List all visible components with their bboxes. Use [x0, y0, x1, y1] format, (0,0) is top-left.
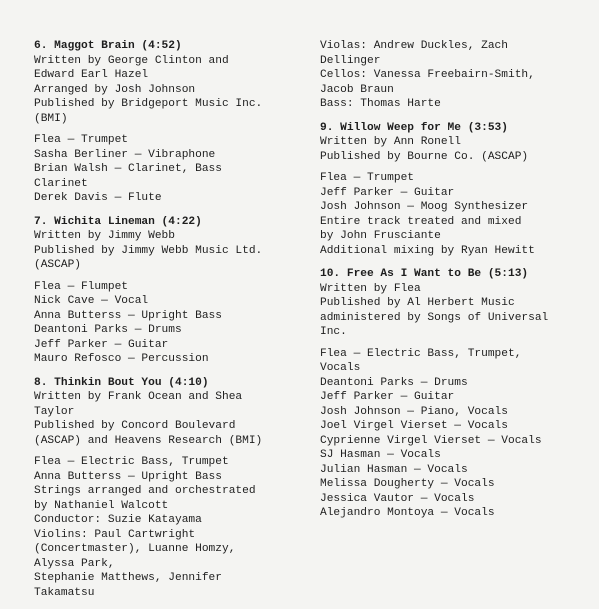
- credit-line: Sasha Berliner — Vibraphone: [34, 148, 216, 161]
- credit-line: Deantoni Parks — Drums: [34, 324, 182, 336]
- track-info-line: Arranged by Josh Johnson: [34, 83, 196, 96]
- credit-line: Alejandro Montoya — Vocals: [320, 507, 495, 519]
- credit-line: Jessica Vautor — Vocals: [320, 492, 475, 505]
- credit-line: by John Frusciante: [320, 230, 441, 242]
- track-block: [320, 121, 582, 259]
- credit-line: Jacob Braun: [320, 83, 394, 96]
- credit-line: Nick Cave — Vocal: [34, 295, 149, 307]
- credit-line: Derek Davis — Flute: [34, 192, 162, 204]
- credit-line: Takamatsu: [34, 586, 95, 599]
- track-credits: [34, 280, 296, 367]
- track-title: 8. Thinkin Bout You (4:10): [34, 376, 209, 389]
- track-info-line: Written by Ann Ronell: [320, 136, 461, 148]
- credit-line: Jeff Parker — Guitar: [320, 391, 455, 403]
- track-credits: [34, 455, 296, 600]
- track-info-line: Published by Jimmy Webb Music Ltd.: [34, 244, 263, 257]
- track-title: 6. Maggot Brain (4:52): [34, 40, 182, 52]
- credit-line: Deantoni Parks — Drums: [320, 376, 468, 389]
- credit-line: Vocals: [320, 362, 361, 374]
- track-credits: [34, 133, 296, 206]
- track-info-line: Written by Frank Ocean and Shea: [34, 391, 243, 403]
- track-info-line: administered by Songs of Universal: [320, 311, 549, 324]
- credit-line: Flea — Trumpet: [320, 172, 414, 184]
- track-info-line: Written by George Clinton and: [34, 54, 229, 67]
- credit-line: Josh Johnson — Moog Synthesizer: [320, 201, 529, 213]
- credit-line: Josh Johnson — Piano, Vocals: [320, 405, 508, 418]
- track-credits: [320, 171, 582, 258]
- track-info-line: (ASCAP): [34, 259, 81, 271]
- credit-line: SJ Hasman — Vocals: [320, 449, 441, 461]
- track-info-line: (BMI): [34, 112, 68, 125]
- credit-line: Cellos: Vanessa Freebairn-Smith,: [320, 69, 535, 81]
- credit-line: Jeff Parker — Guitar: [320, 186, 455, 199]
- track-info-line: Taylor: [34, 405, 75, 418]
- credit-line: Violas: Andrew Duckles, Zach: [320, 40, 508, 52]
- credit-line: Violins: Paul Cartwright: [34, 528, 196, 541]
- credit-line: Anna Butterss — Upright Bass: [34, 309, 222, 322]
- track-block: [320, 267, 582, 521]
- left-column: [34, 39, 296, 609]
- track-title: 9. Willow Weep for Me (3:53): [320, 121, 508, 134]
- track-credits: [320, 347, 582, 521]
- credit-line: Melissa Dougherty — Vocals: [320, 478, 495, 490]
- credit-line: Cyprienne Virgel Vierset — Vocals: [320, 434, 542, 447]
- credit-line: Flea — Electric Bass, Trumpet,: [320, 347, 522, 360]
- credit-line: Brian Walsh — Clarinet, Bass: [34, 163, 222, 175]
- credit-line: Mauro Refosco — Percussion: [34, 353, 209, 365]
- credit-line: Dellinger: [320, 54, 381, 67]
- string-credits-continuation: [320, 39, 582, 112]
- track-info-line: Edward Earl Hazel: [34, 69, 149, 81]
- track-info-line: (ASCAP) and Heavens Research (BMI): [34, 434, 263, 447]
- credit-line: Conductor: Suzie Katayama: [34, 514, 202, 526]
- track-info-line: Written by Jimmy Webb: [34, 230, 175, 242]
- credit-line: Julian Hasman — Vocals: [320, 463, 468, 476]
- credit-line: Flea — Flumpet: [34, 280, 128, 293]
- track-info-line: Published by Bridgeport Music Inc.: [34, 98, 263, 110]
- credit-line: Jeff Parker — Guitar: [34, 338, 169, 351]
- track-title: 7. Wichita Lineman (4:22): [34, 215, 202, 228]
- credit-line: Entire track treated and mixed: [320, 215, 522, 228]
- credit-line: Strings arranged and orchestrated: [34, 485, 256, 497]
- credit-line: Stephanie Matthews, Jennifer: [34, 572, 222, 584]
- credit-line: Flea — Trumpet: [34, 134, 128, 146]
- credit-line: by Nathaniel Walcott: [34, 499, 169, 512]
- track-block: [34, 376, 296, 601]
- track-info-line: Published by Bourne Co. (ASCAP): [320, 150, 529, 163]
- credit-line: Clarinet: [34, 177, 88, 190]
- track-block: [34, 215, 296, 367]
- credit-line: (Concertmaster), Luanne Homzy,: [34, 543, 236, 555]
- credit-line: Alyssa Park,: [34, 557, 115, 570]
- track-info-line: Inc.: [320, 326, 347, 338]
- track-title: 10. Free As I Want to Be (5:13): [320, 268, 529, 280]
- track-block: [34, 39, 296, 206]
- right-column: [320, 39, 582, 530]
- track-info-line: Published by Al Herbert Music: [320, 297, 515, 309]
- credit-line: Bass: Thomas Harte: [320, 98, 441, 110]
- track-info-line: Published by Concord Boulevard: [34, 420, 236, 432]
- credit-line: Anna Butterss — Upright Bass: [34, 470, 222, 483]
- credit-line: Additional mixing by Ryan Hewitt: [320, 244, 535, 257]
- track-info-line: Written by Flea: [320, 282, 421, 295]
- credit-line: Flea — Electric Bass, Trumpet: [34, 456, 229, 468]
- credit-line: Joel Virgel Vierset — Vocals: [320, 420, 508, 432]
